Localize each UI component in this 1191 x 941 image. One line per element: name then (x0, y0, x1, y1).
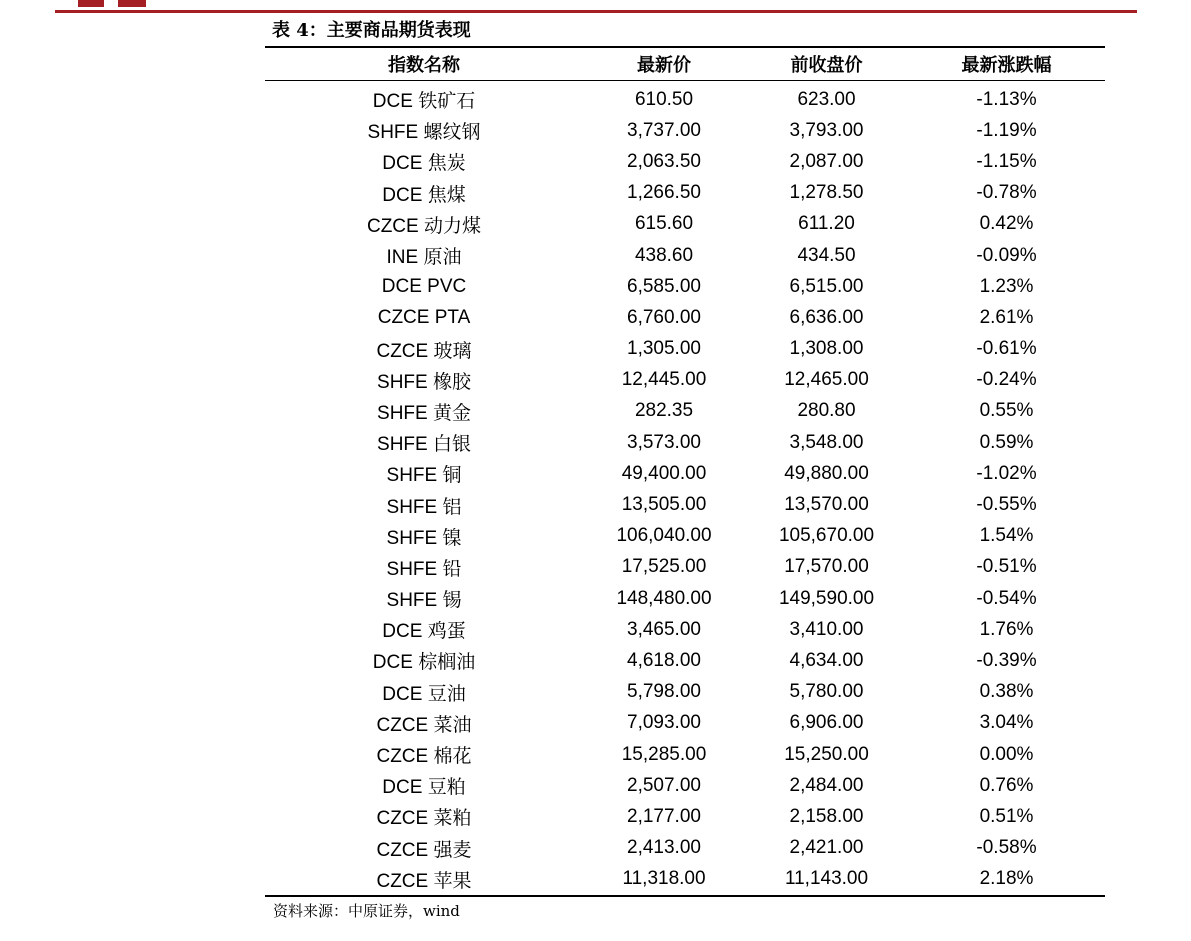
cell-prev-close: 12,465.00 (784, 369, 869, 391)
cell-change-pct: -1.19% (976, 119, 1037, 141)
cell-index-name: CZCE 菜油 (376, 714, 472, 736)
table-row (265, 739, 1105, 770)
cell-prev-close: 13,570.00 (784, 494, 869, 516)
cell-index-name: SHFE 橡胶 (377, 371, 471, 393)
cell-latest-price: 4,618.00 (627, 649, 701, 671)
table-body (265, 81, 1105, 896)
cell-latest-price: 17,525.00 (621, 556, 707, 578)
cell-prev-close: 6,515.00 (789, 275, 864, 297)
cell-index-name: CZCE 菜粕 (376, 808, 472, 830)
table-row (265, 146, 1105, 177)
cell-latest-price: 615.60 (634, 213, 694, 235)
table-row (265, 427, 1105, 458)
cell-change-pct: 3.04% (979, 712, 1034, 734)
cell-change-pct: 1.54% (979, 525, 1034, 547)
source-note: 资料来源：中原证券，wind (273, 902, 460, 920)
cell-latest-price: 13,505.00 (621, 494, 707, 516)
table-row (265, 489, 1105, 520)
table-row (265, 302, 1105, 333)
cell-change-pct: -1.13% (976, 88, 1037, 110)
column-header-prev-close: 前收盘价 (745, 47, 908, 81)
cell-prev-close: 15,250.00 (784, 743, 869, 765)
cell-index-name: CZCE 棉花 (376, 746, 472, 768)
cell-prev-close: 4,634.00 (789, 649, 864, 671)
cell-prev-close: 17,570.00 (784, 556, 869, 578)
cell-prev-close: 611.20 (798, 213, 855, 235)
cell-index-name: DCE 豆油 (382, 683, 466, 705)
column-header-latest-price: 最新价 (583, 47, 745, 81)
cell-prev-close: 6,906.00 (789, 712, 864, 734)
cell-index-name: SHFE 铜 (386, 465, 462, 487)
cell-prev-close: 149,590.00 (778, 587, 875, 609)
table-row (265, 240, 1105, 271)
cell-change-pct: -0.39% (976, 649, 1037, 671)
cell-index-name: INE 原油 (386, 247, 462, 269)
cell-latest-price: 282.35 (634, 400, 694, 422)
cell-change-pct: -0.58% (976, 837, 1037, 859)
table-row (265, 801, 1105, 832)
cell-index-name: CZCE 苹果 (376, 870, 472, 892)
table-row (265, 677, 1105, 708)
cell-prev-close: 3,548.00 (789, 431, 864, 453)
cell-latest-price: 2,177.00 (627, 805, 701, 827)
cell-prev-close: 3,410.00 (789, 618, 864, 640)
cell-index-name: CZCE 强麦 (376, 839, 472, 861)
cell-change-pct: 0.76% (979, 774, 1034, 796)
column-header-change-pct: 最新涨跌幅 (908, 47, 1105, 81)
header-rule (55, 10, 1137, 13)
cell-index-name: DCE 焦炭 (382, 153, 466, 175)
cell-change-pct: 1.23% (979, 275, 1034, 297)
table-row (265, 552, 1105, 583)
cell-change-pct: 0.55% (979, 400, 1034, 422)
cell-prev-close: 2,421.00 (789, 837, 864, 859)
cell-prev-close: 6,636.00 (789, 306, 864, 328)
cell-latest-price: 7,093.00 (627, 712, 701, 734)
cell-latest-price: 6,760.00 (627, 306, 701, 328)
cell-latest-price: 148,480.00 (616, 587, 712, 609)
table-row (265, 334, 1105, 365)
cell-latest-price: 49,400.00 (621, 462, 707, 484)
cell-prev-close: 2,087.00 (789, 150, 864, 172)
cell-change-pct: 2.18% (979, 868, 1034, 890)
cell-index-name: CZCE 玻璃 (376, 340, 472, 362)
cell-index-name: DCE PVC (381, 275, 467, 297)
cell-prev-close: 1,308.00 (789, 338, 864, 360)
table-title: 表 4：主要商品期货表现 (272, 20, 471, 41)
cell-latest-price: 3,573.00 (627, 431, 701, 453)
cell-index-name: SHFE 镍 (386, 527, 462, 549)
cell-change-pct: -0.09% (976, 244, 1037, 266)
cell-latest-price: 106,040.00 (616, 525, 712, 547)
table-row (265, 115, 1105, 146)
table-row (265, 365, 1105, 396)
cell-change-pct: 0.51% (979, 805, 1034, 827)
cell-prev-close: 5,780.00 (789, 681, 864, 703)
cell-index-name: CZCE PTA (377, 306, 471, 328)
cell-latest-price: 5,798.00 (627, 681, 701, 703)
cell-prev-close: 280.80 (797, 400, 856, 422)
cell-change-pct: 0.00% (979, 743, 1034, 765)
cell-change-pct: 1.76% (979, 618, 1034, 640)
cell-index-name: SHFE 白银 (377, 434, 471, 456)
cell-change-pct: -1.15% (976, 150, 1037, 172)
cell-change-pct: 2.61% (979, 306, 1034, 328)
cell-latest-price: 438.60 (634, 244, 694, 266)
table-row (265, 458, 1105, 489)
cell-index-name: SHFE 黄金 (377, 402, 471, 424)
cell-prev-close: 434.50 (797, 244, 856, 266)
cell-index-name: SHFE 锡 (386, 590, 462, 612)
cell-latest-price: 12,445.00 (621, 369, 707, 391)
cell-change-pct: -1.02% (976, 462, 1037, 484)
cell-change-pct: -0.51% (976, 556, 1037, 578)
cell-prev-close: 3,793.00 (789, 119, 864, 141)
cell-change-pct: 0.59% (979, 431, 1034, 453)
cell-change-pct: 0.38% (979, 681, 1034, 703)
table-row (265, 614, 1105, 645)
brand-logo-gap (104, 0, 118, 7)
cell-latest-price: 3,465.00 (627, 618, 701, 640)
cell-index-name: SHFE 铅 (386, 558, 462, 580)
cell-change-pct: -0.54% (976, 587, 1037, 609)
table-row (265, 645, 1105, 676)
table-row (265, 833, 1105, 864)
table-row (265, 81, 1105, 116)
cell-index-name: SHFE 铝 (386, 496, 462, 518)
cell-index-name: DCE 鸡蛋 (382, 621, 466, 643)
table-row (265, 583, 1105, 614)
cell-latest-price: 11,318.00 (622, 868, 706, 890)
cell-change-pct: -0.61% (976, 338, 1037, 360)
cell-latest-price: 610.50 (634, 88, 694, 110)
cell-latest-price: 1,305.00 (627, 338, 701, 360)
cell-prev-close: 2,484.00 (789, 774, 864, 796)
table-row (265, 178, 1105, 209)
cell-change-pct: -0.78% (976, 182, 1037, 204)
cell-change-pct: -0.55% (976, 494, 1037, 516)
cell-change-pct: 0.42% (979, 213, 1034, 235)
cell-prev-close: 11,143.00 (784, 868, 869, 890)
cell-latest-price: 15,285.00 (621, 743, 707, 765)
cell-latest-price: 2,507.00 (627, 774, 701, 796)
table-row (265, 770, 1105, 801)
table-row (265, 209, 1105, 240)
cell-prev-close: 105,670.00 (778, 525, 875, 547)
cell-latest-price: 1,266.50 (627, 182, 701, 204)
table-row (265, 396, 1105, 427)
table-row (265, 521, 1105, 552)
cell-latest-price: 6,585.00 (627, 275, 701, 297)
table-row (265, 864, 1105, 896)
cell-latest-price: 2,413.00 (627, 837, 701, 859)
cell-prev-close: 623.00 (797, 88, 856, 110)
cell-prev-close: 2,158.00 (789, 805, 864, 827)
table-row (265, 271, 1105, 302)
commodity-futures-table (265, 46, 1105, 897)
cell-change-pct: -0.24% (976, 369, 1037, 391)
cell-index-name: DCE 焦煤 (382, 184, 466, 206)
cell-index-name: SHFE 螺纹钢 (367, 122, 481, 144)
cell-prev-close: 1,278.50 (789, 182, 864, 204)
cell-prev-close: 49,880.00 (784, 462, 869, 484)
cell-latest-price: 3,737.00 (627, 119, 701, 141)
cell-index-name: DCE 铁矿石 (372, 91, 476, 113)
table-header-row (265, 47, 1105, 81)
cell-index-name: DCE 豆粕 (382, 777, 466, 799)
cell-latest-price: 2,063.50 (627, 150, 701, 172)
column-header-index-name: 指数名称 (265, 47, 583, 81)
cell-index-name: CZCE 动力煤 (366, 215, 481, 237)
table-row (265, 708, 1105, 739)
cell-index-name: DCE 棕榈油 (372, 652, 476, 674)
